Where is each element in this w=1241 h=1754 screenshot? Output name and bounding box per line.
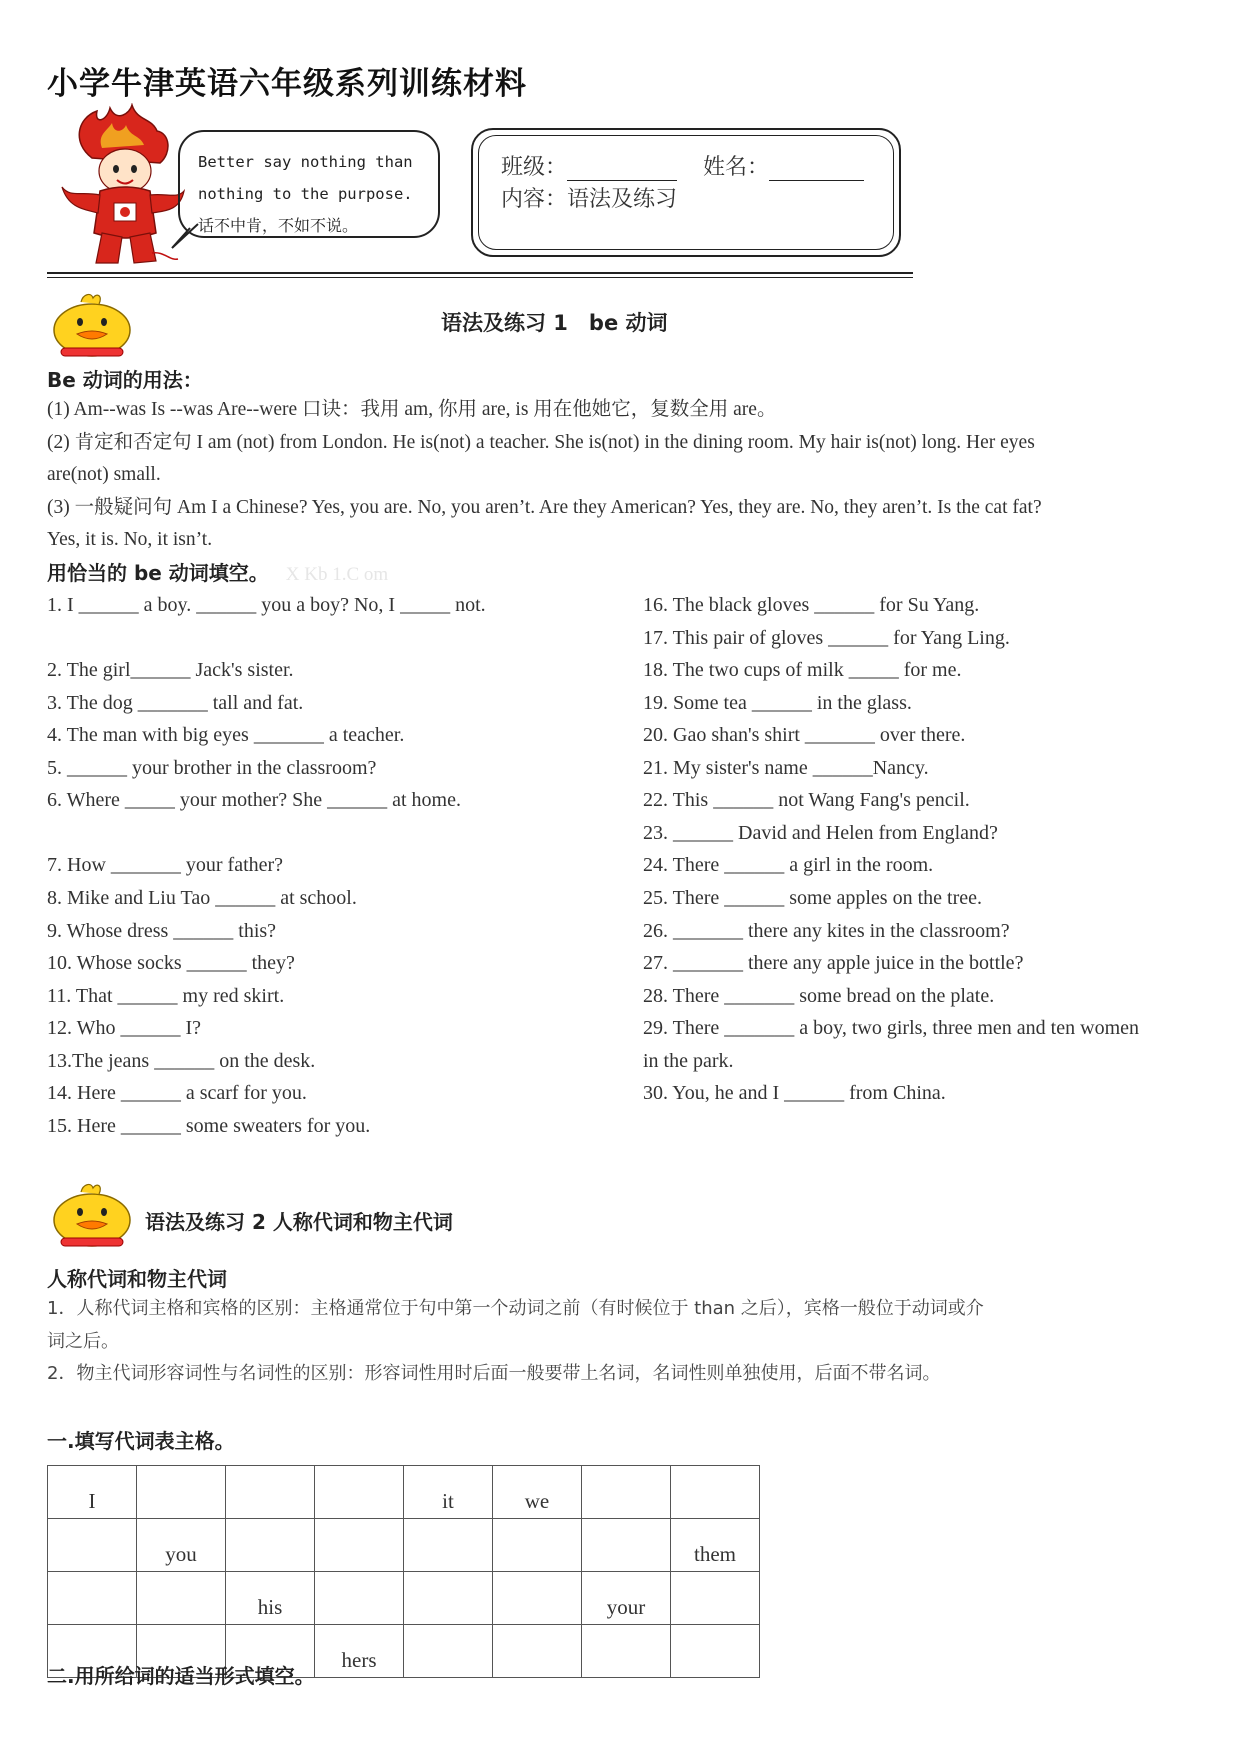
table-cell[interactable] xyxy=(48,1572,137,1625)
question: 5. ______ your brother in the classroom? xyxy=(47,757,377,779)
table-cell[interactable] xyxy=(671,1466,760,1519)
table-cell[interactable]: your xyxy=(582,1572,671,1625)
content-label: 内容： xyxy=(501,187,568,212)
question: 30. You, he and I ______ from China. xyxy=(643,1082,946,1104)
page-title: 小学牛津英语六年级系列训练材料 xyxy=(47,66,527,102)
quote-bubble xyxy=(178,130,440,238)
table-row xyxy=(48,1572,760,1625)
question: 18. The two cups of milk _____ for me. xyxy=(643,659,962,681)
table-cell[interactable] xyxy=(315,1466,404,1519)
duck-icon xyxy=(47,1180,137,1252)
class-blank[interactable] xyxy=(567,158,677,181)
rule-line: (2) 肯定和否定句 I am (not) from London. He is(not) a teacher. She is(not) in the dining room. My hair is(not) long. Her eyes xyxy=(47,431,1035,453)
question: 2. The girl______ Jack's sister. xyxy=(47,659,294,681)
question: 19. Some tea ______ in the glass. xyxy=(643,692,912,714)
question: 7. How _______ your father? xyxy=(47,854,284,876)
rule-line: are(not) small. xyxy=(47,464,161,485)
info-box-inner xyxy=(478,135,894,250)
question: 15. Here ______ some sweaters for you. xyxy=(47,1115,371,1137)
table-cell[interactable] xyxy=(226,1466,315,1519)
note-line: 2．物主代词形容词性与名词性的区别：形容词性用时后面一般要带上名词，名词性则单独使用，后面不带名词。 xyxy=(47,1363,941,1384)
table-cell[interactable] xyxy=(671,1625,760,1678)
part1-heading: 一.填写代词表主格。 xyxy=(47,1429,235,1453)
bubble-tail xyxy=(168,222,208,252)
question: 4. The man with big eyes _______ a teacher. xyxy=(47,724,405,746)
question: 27. _______ there any apple juice in the bottle? xyxy=(643,952,1024,974)
table-cell[interactable]: it xyxy=(404,1466,493,1519)
table-cell[interactable] xyxy=(582,1519,671,1572)
class-label: 班级： xyxy=(501,155,568,180)
quote-line-2: nothing to the purpose. xyxy=(198,185,413,203)
header-divider-bottom xyxy=(47,277,913,278)
class-row xyxy=(501,150,864,181)
question: 3. The dog _______ tall and fat. xyxy=(47,692,304,714)
note-line: 1．人称代词主格和宾格的区别：主格通常位于句中第一个动词之前（有时候位于 than 之后），宾格一般位于动词或介 xyxy=(47,1298,984,1319)
question: 10. Whose socks ______ they? xyxy=(47,952,295,974)
note-line: 词之后。 xyxy=(47,1330,119,1352)
section1-title: 语法及练习 1 be 动词 xyxy=(441,311,668,335)
question: 28. There _______ some bread on the plate. xyxy=(643,985,995,1007)
rule-line: (3) 一般疑问句 Am I a Chinese? Yes, you are. No, you aren’t. Are they American? Yes, they are. No, they aren’t. Is the cat fat? xyxy=(47,496,1042,518)
table-cell[interactable] xyxy=(493,1625,582,1678)
header-divider-top xyxy=(47,272,913,274)
section2-title: 语法及练习 2 人称代词和物主代词 xyxy=(145,1210,453,1234)
table-cell[interactable] xyxy=(137,1572,226,1625)
name-blank[interactable] xyxy=(769,158,864,181)
quote-line-3: 话不中肯，不如不说。 xyxy=(198,216,359,235)
question: 6. Where _____ your mother? She ______ at home. xyxy=(47,789,461,811)
part2-heading: 二.用所给词的适当形式填空。 xyxy=(47,1664,315,1688)
table-cell[interactable] xyxy=(315,1572,404,1625)
table-cell[interactable]: his xyxy=(226,1572,315,1625)
question: 29. There _______ a boy, two girls, three men and ten women xyxy=(643,1017,1139,1039)
table-cell[interactable] xyxy=(48,1519,137,1572)
duck-icon xyxy=(47,290,137,362)
question: in the park. xyxy=(643,1050,734,1072)
table-cell[interactable] xyxy=(315,1519,404,1572)
exercise-heading-text: 用恰当的 be 动词填空。 xyxy=(47,561,269,585)
question: 13.The jeans ______ on the desk. xyxy=(47,1050,316,1072)
rule-line: Yes, it is. No, it isn’t. xyxy=(47,529,213,550)
question: 16. The black gloves ______ for Su Yang. xyxy=(643,594,980,616)
be-rules xyxy=(47,394,1197,557)
table-cell[interactable] xyxy=(404,1625,493,1678)
content-value: 语法及练习 xyxy=(567,187,678,212)
pronoun-heading: 人称代词和物主代词 xyxy=(47,1267,227,1291)
watermark-text: X Kb 1.C om xyxy=(285,564,389,585)
question: 26. _______ there any kites in the classroom? xyxy=(643,920,1010,942)
pronoun-table xyxy=(47,1465,760,1678)
question: 12. Who ______ I? xyxy=(47,1017,202,1039)
table-cell[interactable] xyxy=(671,1572,760,1625)
question: 9. Whose dress ______ this? xyxy=(47,920,277,942)
table-cell[interactable]: I xyxy=(48,1466,137,1519)
table-cell[interactable] xyxy=(582,1466,671,1519)
table-row xyxy=(48,1466,760,1519)
table-cell[interactable] xyxy=(226,1519,315,1572)
be-usage-heading: Be 动词的用法： xyxy=(47,368,203,392)
rule-line: (1) Am--was Is --was Are--were 口诀：我用 am, 你用 are, is 用在他她它，复数全用 are。 xyxy=(47,399,777,420)
info-box xyxy=(471,128,901,257)
table-row xyxy=(48,1519,760,1572)
question: 25. There ______ some apples on the tree. xyxy=(643,887,982,909)
question: 14. Here ______ a scarf for you. xyxy=(47,1082,307,1104)
quote-line-1: Better say nothing than xyxy=(198,153,413,171)
table-cell[interactable] xyxy=(404,1519,493,1572)
table-cell[interactable] xyxy=(493,1572,582,1625)
question: 20. Gao shan's shirt _______ over there. xyxy=(643,724,966,746)
question: 21. My sister's name ______Nancy. xyxy=(643,757,929,779)
table-cell[interactable]: them xyxy=(671,1519,760,1572)
name-label: 姓名： xyxy=(703,155,770,180)
exercise-heading xyxy=(47,557,388,586)
content-row xyxy=(501,182,677,213)
question: 17. This pair of gloves ______ for Yang Ling. xyxy=(643,627,1010,649)
table-cell[interactable]: hers xyxy=(315,1625,404,1678)
question: 23. ______ David and Helen from England? xyxy=(643,822,998,844)
table-cell[interactable] xyxy=(404,1572,493,1625)
table-cell[interactable] xyxy=(582,1625,671,1678)
table-cell[interactable]: you xyxy=(137,1519,226,1572)
question: 1. I ______ a boy. ______ you a boy? No, I _____ not. xyxy=(47,594,486,616)
table-cell[interactable] xyxy=(137,1466,226,1519)
question: 24. There ______ a girl in the room. xyxy=(643,854,934,876)
question: 11. That ______ my red skirt. xyxy=(47,985,285,1007)
table-cell[interactable]: we xyxy=(493,1466,582,1519)
pronoun-notes xyxy=(47,1293,1197,1391)
question: 8. Mike and Liu Tao ______ at school. xyxy=(47,887,357,909)
question: 22. This ______ not Wang Fang's pencil. xyxy=(643,789,970,811)
table-cell[interactable] xyxy=(493,1519,582,1572)
